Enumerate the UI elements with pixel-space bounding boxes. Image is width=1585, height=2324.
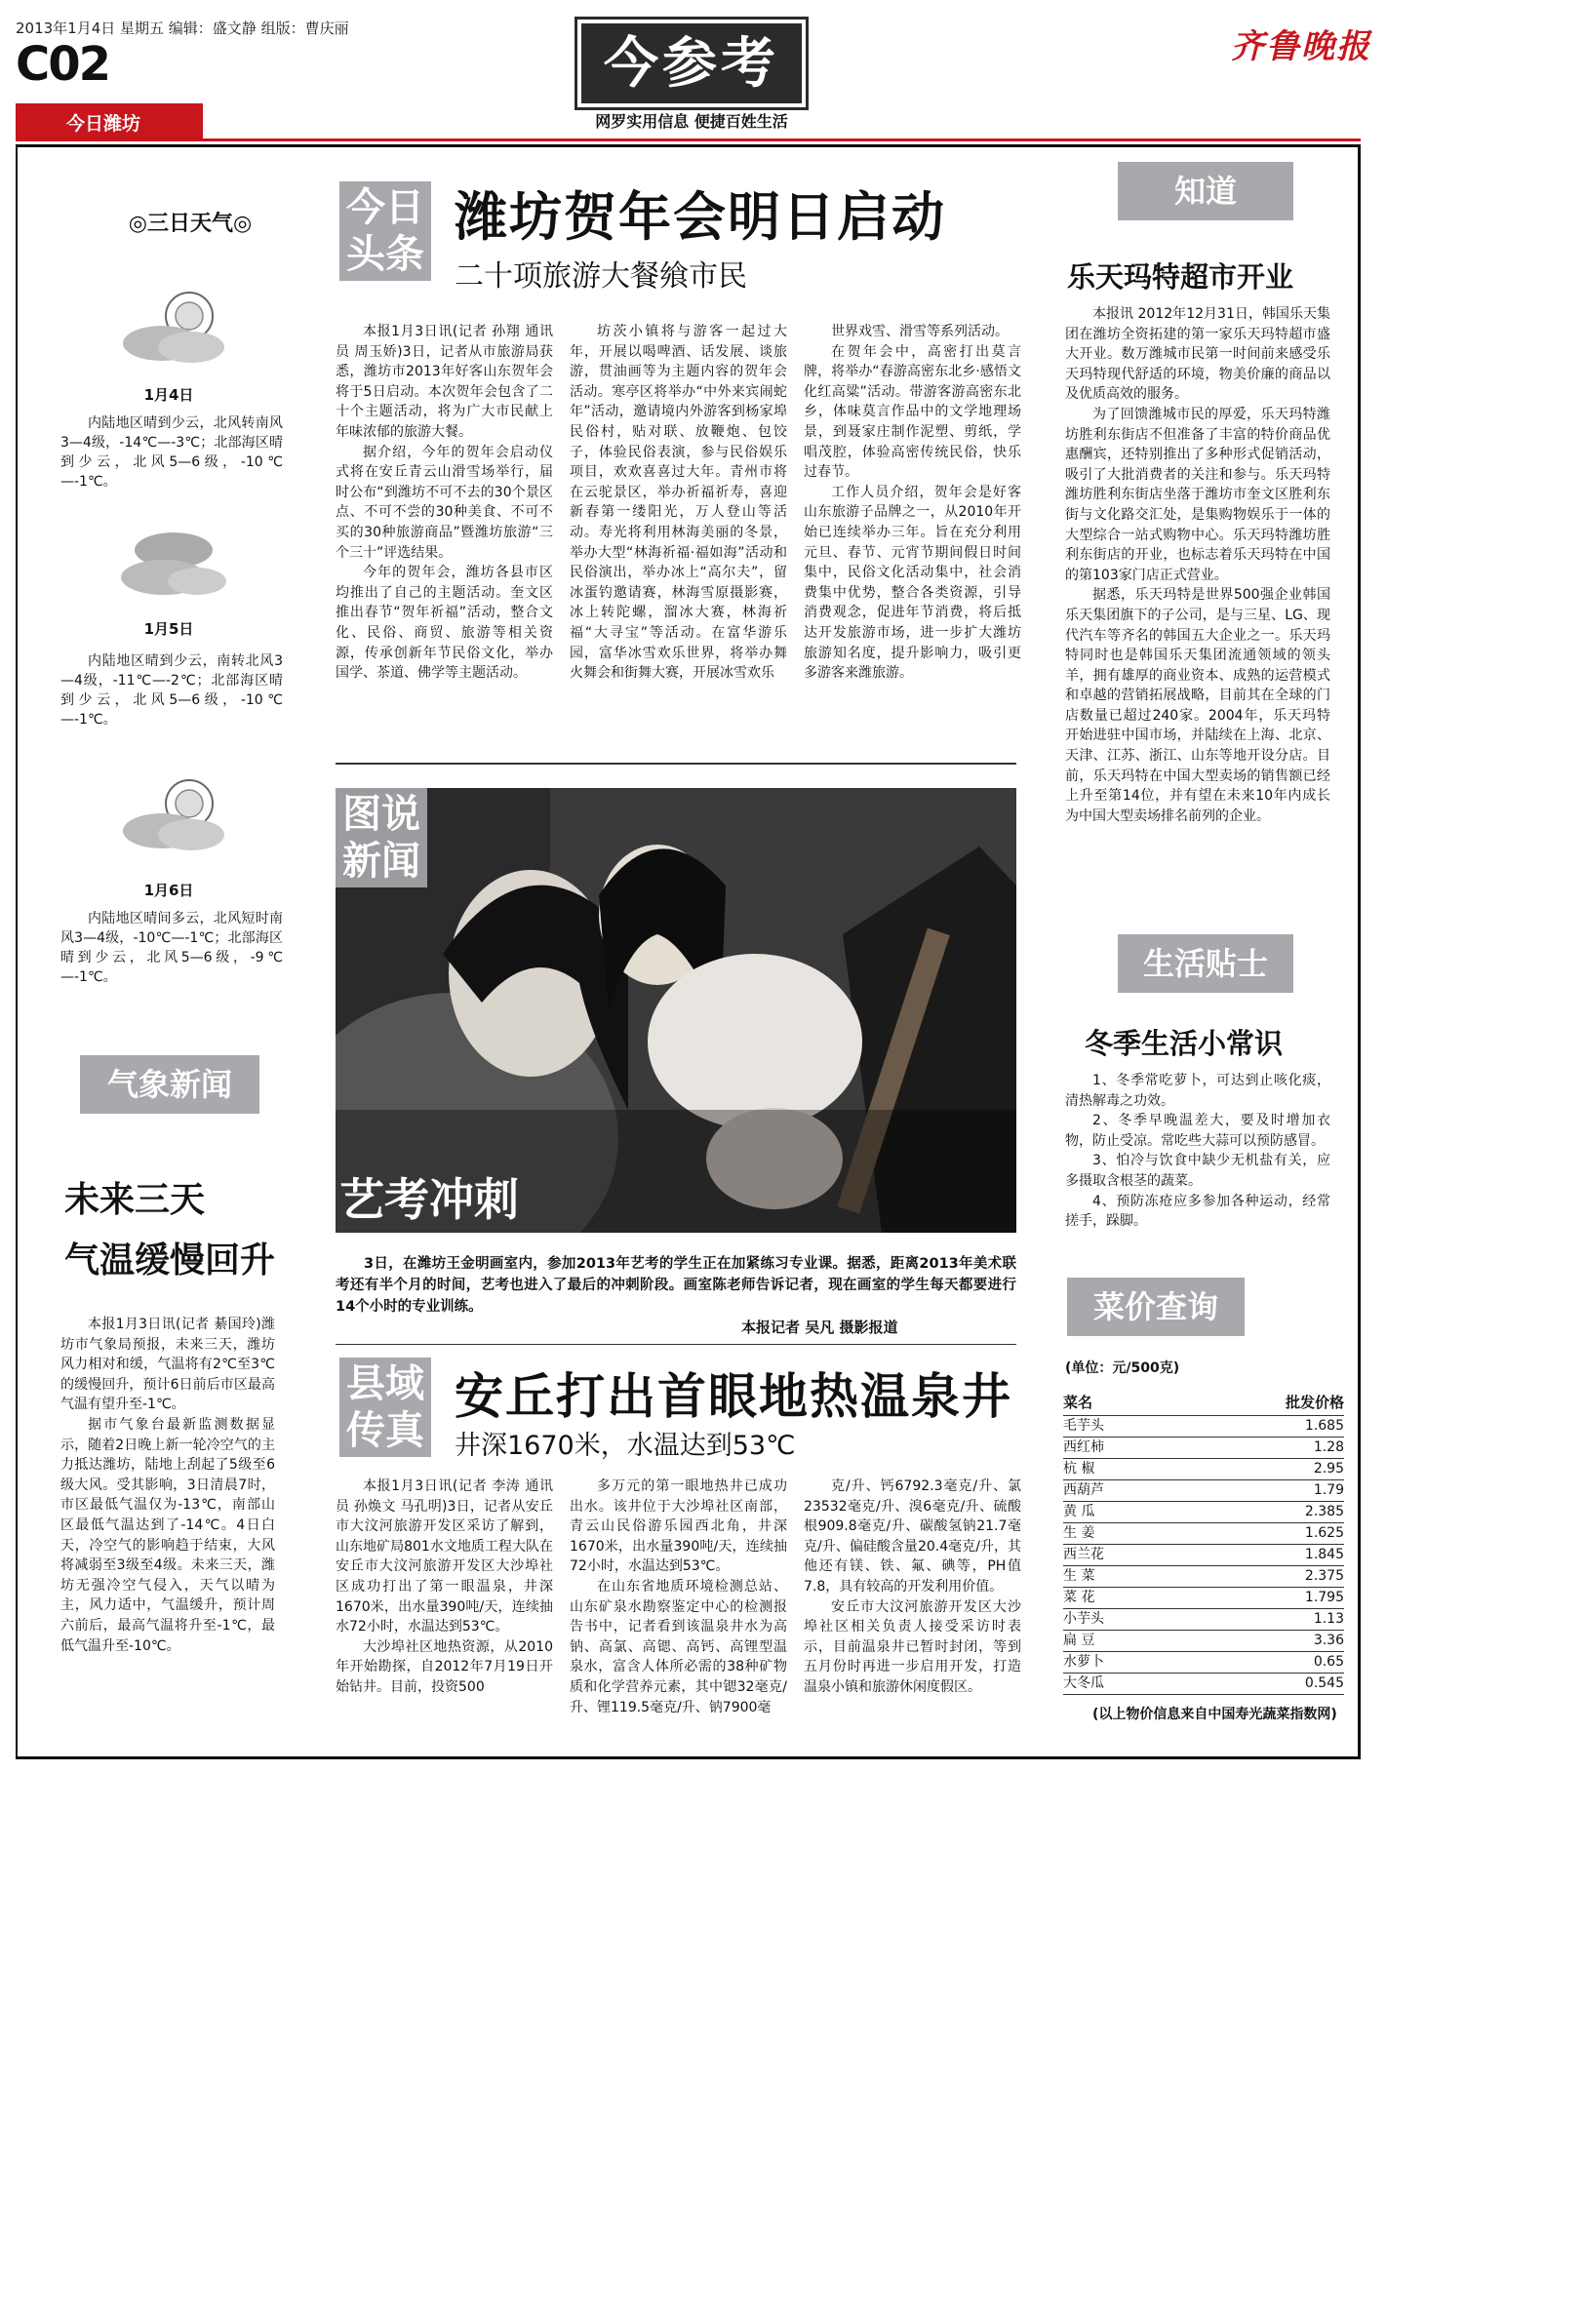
lead-column-1 <box>336 322 553 684</box>
vegetable-price: 1.685 <box>1304 1418 1344 1434</box>
vegetable-price: 2.375 <box>1304 1568 1344 1584</box>
weather-news-paragraph: 据市气象台最新监测数据显示，随着2日晚上新一轮冷空气的主力抵达潍坊，陆地上刮起了5级至6级大风。受其影响，3日清晨7时，市区最低气温仅为-13℃，南部山区最低气温达到了-14℃。4日白天，冷空气的影响趋于结束，大风将减弱至3级至4级。未来三天，潍坊无强冷空气侵入，天气以晴为主，风力适中，气温缓升，预计周六前后，最高气温将升至-1℃，最低气温升至-10℃。 <box>60 1416 275 1654</box>
vegetable-price: 1.79 <box>1313 1482 1344 1498</box>
county-column-1 <box>336 1477 553 1698</box>
vegetable-name: 毛芋头 <box>1063 1418 1104 1434</box>
vegetable-name: 菜 花 <box>1063 1590 1095 1605</box>
price-row <box>1063 1523 1344 1545</box>
vegetable-name: 黄 瓜 <box>1063 1504 1095 1519</box>
page-number: C02 <box>16 37 110 92</box>
paragraph: 多万元的第一眼地热井已成功出水。该井位于大沙埠社区南部，青云山民俗游乐园西北角，井深1670米，出水量390吨/天，连续抽72小时，水温达到53℃。 <box>570 1478 787 1575</box>
vegetable-price: 2.95 <box>1313 1461 1344 1477</box>
vegetable-name: 杭 椒 <box>1063 1461 1095 1477</box>
price-row <box>1063 1566 1344 1588</box>
photo-overlay-title: 艺考冲刺 <box>339 1173 519 1226</box>
price-row <box>1063 1609 1344 1631</box>
weather-date-3: 1月6日 <box>143 882 194 899</box>
tips-tab: 生活贴士 <box>1118 934 1293 993</box>
paragraph: 大沙埠社区地热资源，从2010年开始勘探，自2012年7月19日开始钻井。目前，投资500 <box>336 1638 553 1695</box>
paragraph: 今年的贺年会，潍坊各县市区均推出了自己的主题活动。奎文区推出春节“贺年祈福”活动，整合文化、民俗、商贸、旅游等相关资源，传承创新年节民俗文化，举办国学、茶道、佛学等主题活动。 <box>336 565 553 682</box>
lead-column-2 <box>570 322 787 684</box>
vegetable-name: 西兰花 <box>1063 1547 1104 1562</box>
frame-right <box>1358 144 1361 1759</box>
county-column-3 <box>804 1477 1021 1698</box>
vegetable-name: 生 姜 <box>1063 1525 1095 1541</box>
price-row <box>1063 1631 1344 1652</box>
weather-date-1: 1月4日 <box>143 386 194 404</box>
photo-divider <box>336 1344 1016 1345</box>
price-row <box>1063 1545 1344 1566</box>
section-tab: 今日潍坊 <box>16 103 203 138</box>
paragraph: 在贺年会中，高密打出莫言牌，将举办“春游高密东北乡·感悟文化红高粱”活动。带游客游高密东北乡，体味莫言作品中的文学地理场景，到聂家庄制作泥塑、剪纸，学唱茂腔，体验高密传统民俗，快乐过春节。 <box>804 343 1021 481</box>
weather-news-title-1: 未来三天 <box>64 1180 206 1220</box>
tip-item: 1、冬季常吃萝卜，可达到止咳化痰，清热解毒之功效。 <box>1065 1073 1330 1109</box>
tip-item: 3、怕冷与饮食中缺少无机盐有关，应多摄取含根茎的蔬菜。 <box>1065 1153 1330 1189</box>
paragraph: 世界戏雪、滑雪等系列活动。 <box>831 324 1009 339</box>
weather-title: ◎三日天气◎ <box>128 212 253 236</box>
masthead-subtitle: 网罗实用信息 便捷百姓生活 <box>595 112 788 131</box>
photo-news-tag: 图说新闻 <box>336 788 427 887</box>
vegetable-name: 西红柿 <box>1063 1439 1104 1455</box>
sunny-cloudy-icon <box>115 283 232 371</box>
sunny-cloudy-icon <box>115 770 232 858</box>
tips-list <box>1065 1071 1330 1232</box>
price-row <box>1063 1459 1344 1480</box>
newspaper-brand: 齐鲁晚报 <box>1231 27 1371 66</box>
photo-caption: 3日，在潍坊王金明画室内，参加2013年艺考的学生正在加紧练习专业课。据悉，距离2013年美术联考还有半个月的时间，艺考也进入了最后的冲刺阶段。画室陈老师告诉记者，现在画室的学生每天都要进行14个小时的专业训练。 <box>336 1256 1016 1315</box>
art-exam-photo <box>336 788 1016 1233</box>
lead-tag: 今日头条 <box>339 181 431 281</box>
paragraph: 在山东省地质环境检测总站、山东矿泉水勘察鉴定中心的检测报告书中，记者看到该温泉井水为高钠、高氯、高锶、高钙、高锂型温泉水，富含人体所必需的38种矿物质和化学营养元素，其中锶32毫克/升、锂119.5毫克/升、钠7900毫 <box>570 1578 787 1715</box>
section-divider <box>16 138 1361 141</box>
vegetable-name: 扁 豆 <box>1063 1633 1095 1648</box>
vegetable-name: 大冬瓜 <box>1063 1675 1104 1691</box>
price-row <box>1063 1438 1344 1459</box>
paragraph: 本报1月3日讯(记者 孙翔 通讯员 周玉娇)3日，记者从市旅游局获悉，潍坊市2013年好客山东贺年会将于5日启动。本次贺年会包含了二十个主题活动，将为广大市民献上年味浓郁的旅游大餐。 <box>336 324 553 440</box>
paragraph: 本报1月3日讯(记者 李涛 通讯员 孙焕文 马孔明)3日，记者从安丘市大汶河旅游开发区采访了解到，山东地矿局801水文地质工程大队在安丘市大汶河旅游开发区大沙埠社区成功打出了第一眼温泉，井深1670米，出水量390吨/天，连续抽水72小时，水温达到53℃。 <box>336 1478 553 1635</box>
vegetable-price: 1.13 <box>1313 1611 1344 1627</box>
frame-bottom <box>16 1756 1361 1759</box>
weather-news-title-2: 气温缓慢回升 <box>64 1241 276 1280</box>
vegetable-name: 西葫芦 <box>1063 1482 1104 1498</box>
vegetable-price: 1.28 <box>1313 1439 1344 1455</box>
weather-text-2: 内陆地区晴到少云，南转北风3—4级，-11℃—-2℃；北部海区晴到少云，北风5—6级，-10℃—-1℃。 <box>60 653 283 728</box>
price-rows <box>1063 1416 1344 1695</box>
zhidao-tab: 知道 <box>1118 162 1293 220</box>
prices-tab: 菜价查询 <box>1067 1278 1245 1336</box>
zhidao-body <box>1065 304 1330 826</box>
vegetable-price: 1.845 <box>1304 1547 1344 1562</box>
lead-subhead: 二十项旅游大餐飨市民 <box>455 259 747 294</box>
header-info: 2013年1月4日 星期五 编辑：盛文静 组版：曹庆丽 <box>16 20 349 37</box>
county-headline: 安丘打出首眼地热温泉井 <box>455 1368 1012 1425</box>
prices-note: (以上物价信息来自中国寿光蔬菜指数网) <box>1092 1707 1337 1722</box>
lead-column-3 <box>804 322 1021 684</box>
vegetable-name: 小芋头 <box>1063 1611 1104 1627</box>
price-row <box>1063 1674 1344 1695</box>
vegetable-name: 水萝卜 <box>1063 1654 1104 1670</box>
photo-credit: 本报记者 吴凡 摄影报道 <box>741 1319 898 1336</box>
vegetable-price: 2.385 <box>1304 1504 1344 1519</box>
zhidao-headline: 乐天玛特超市开业 <box>1067 260 1294 294</box>
vegetable-price: 1.795 <box>1304 1590 1344 1605</box>
paragraph: 为了回馈潍城市民的厚爱，乐天玛特潍坊胜利东街店不但准备了丰富的特价商品优惠酬宾，还特别推出了多种形式促销活动，吸引了大批消费者的关注和参与。乐天玛特潍坊胜利东街店坐落于潍坊市奎文区胜利东街与文化路交汇处，是集购物娱乐于一体的大型综合一站式购物中心。乐天玛特潍坊胜利东街店的开业，也标志着乐天玛特在中国的第103家门店正式营业。 <box>1065 406 1330 583</box>
price-col-name: 菜名 <box>1063 1394 1093 1411</box>
lead-headline: 潍坊贺年会明日启动 <box>455 186 946 248</box>
vegetable-price: 1.625 <box>1304 1525 1344 1541</box>
weather-text-3: 内陆地区晴间多云，北风短时南风3—4级，-10℃—-1℃；北部海区晴到少云，北风5—6级，-9℃—-1℃。 <box>60 911 283 985</box>
tip-item: 2、冬季早晚温差大，要及时增加衣物，防止受凉。常吃些大蒜可以预防感冒。 <box>1065 1113 1330 1149</box>
tips-headline: 冬季生活小常识 <box>1085 1027 1284 1060</box>
price-col-price: 批发价格 <box>1285 1394 1344 1411</box>
frame-left <box>16 144 18 1759</box>
lead-divider <box>336 763 1016 765</box>
vegetable-price: 0.545 <box>1304 1675 1344 1691</box>
price-table-header <box>1063 1389 1344 1416</box>
paragraph: 本报讯 2012年12月31日，韩国乐天集团在潍坊全资拓建的第一家乐天玛特超市盛大开业。数万潍城市民第一时间前来感受乐天玛特现代舒适的环境，物美价廉的商品以及优质高效的服务。 <box>1065 306 1330 403</box>
price-row <box>1063 1652 1344 1674</box>
vegetable-price: 0.65 <box>1313 1654 1344 1670</box>
paragraph: 据介绍，今年的贺年会启动仪式将在安丘青云山滑雪场举行，届时公布“到潍坊不可不去的30个景区点、不可不尝的30种美食、不可不买的30种旅游商品”暨潍坊旅游“三个三十”评选结果。 <box>336 444 553 561</box>
frame-top <box>16 144 1361 147</box>
price-table <box>1063 1389 1344 1695</box>
weather-news-body <box>60 1315 275 1656</box>
vegetable-name: 生 菜 <box>1063 1568 1095 1584</box>
paragraph: 安丘市大汶河旅游开发区大沙埠社区相关负责人接受采访时表示，目前温泉井已暂时封闭，等到五月份时再进一步启用开发，打造温泉小镇和旅游休闲度假区。 <box>804 1598 1021 1695</box>
weather-news-paragraph: 本报1月3日讯(记者 綦国玲)潍坊市气象局预报，未来三天，潍坊风力相对和缓，气温将有2℃至3℃的缓慢回升，预计6日前后市区最高气温有望升至-1℃。 <box>60 1317 275 1413</box>
county-tag: 县域传真 <box>339 1358 431 1457</box>
paragraph: 克/升、钙6792.3毫克/升、氯23532毫克/升、溴6毫克/升、硫酸根909.8毫克/升、碳酸氢钠21.7毫克/升、偏硅酸含量20.4毫克/升，其他还有镁、铁、氟、碘等，PH值7.8，具有较高的开发利用价值。 <box>804 1478 1021 1595</box>
price-row <box>1063 1502 1344 1523</box>
price-row <box>1063 1416 1344 1438</box>
vegetable-price: 3.36 <box>1313 1633 1344 1648</box>
price-row <box>1063 1480 1344 1502</box>
cloudy-icon <box>115 517 232 605</box>
weather-news-tab: 气象新闻 <box>80 1055 259 1114</box>
price-row <box>1063 1588 1344 1609</box>
weather-date-2: 1月5日 <box>143 620 194 638</box>
prices-unit: (单位：元/500克) <box>1065 1360 1180 1376</box>
paragraph: 据悉，乐天玛特是世界500强企业韩国乐天集团旗下的子公司，是与三星、LG、现代汽车等齐名的韩国五大企业之一。乐天玛特同时也是韩国乐天集团流通领域的领头羊，拥有雄厚的商业资本、成熟的运营模式和卓越的营销拓展战略，目前其在全球的门店数量已超过240家。2004年，乐天玛特开始进驻中国市场，并陆续在上海、北京、天津、江苏、浙江、山东等地开设分店。目前，乐天玛特在中国大型卖场的销售额已经上升至第14位，并有望在未来10年内成长为中国大型卖场排名前列的企业。 <box>1065 587 1330 824</box>
county-column-2 <box>570 1477 787 1717</box>
masthead-title: 今参考 <box>577 20 806 107</box>
tip-item: 4、预防冻疮应多参加各种运动，经常搓手，跺脚。 <box>1065 1193 1330 1230</box>
county-subhead: 井深1670米，水温达到53℃ <box>455 1431 796 1461</box>
paragraph: 工作人员介绍，贺年会是好客山东旅游子品牌之一，从2010年开始已连续举办三年。旨在充分利用元旦、春节、元宵节期间假日时间集中，民俗文化活动集中，社会消费集中优势，整合各类资源，引导消费观念，促进年节消费，将后抵达开发旅游市场，进一步扩大潍坊旅游知名度，提升影响力，吸引更多游客来潍旅游。 <box>804 484 1021 682</box>
weather-text-1: 内陆地区晴到少云，北风转南风3—4级，-14℃—-3℃；北部海区晴到少云，北风5—6级，-10℃—-1℃。 <box>60 415 283 490</box>
paragraph: 坊茨小镇将与游客一起过大年，开展以喝啤酒、话发展、谈旅游，贯油画等为主题内容的贺年会活动。寒亭区将举办“中外来宾闹蛇年”活动，邀请境内外游客到杨家埠民俗村，贴对联、放鞭炮、包饺子，体验民俗表演，参与民俗娱乐项目，欢欢喜喜过大年。青州市将在云驼景区，举办祈福祈寿，喜迎新春第一缕阳光，万人登山等活动。寿光将利用林海美丽的冬景，举办大型“林海祈福·福如海”活动和民俗演出，举办冰上“高尔夫”，留冰蛋钓邀请赛，林海雪原摄影赛，冰上转陀螺，溜冰大赛，林海祈福“大寻宝”等活动。在富华游乐园，富华冰雪欢乐世界，将举办舞火舞会和街舞大赛，开展冰雪欢乐 <box>570 324 787 682</box>
